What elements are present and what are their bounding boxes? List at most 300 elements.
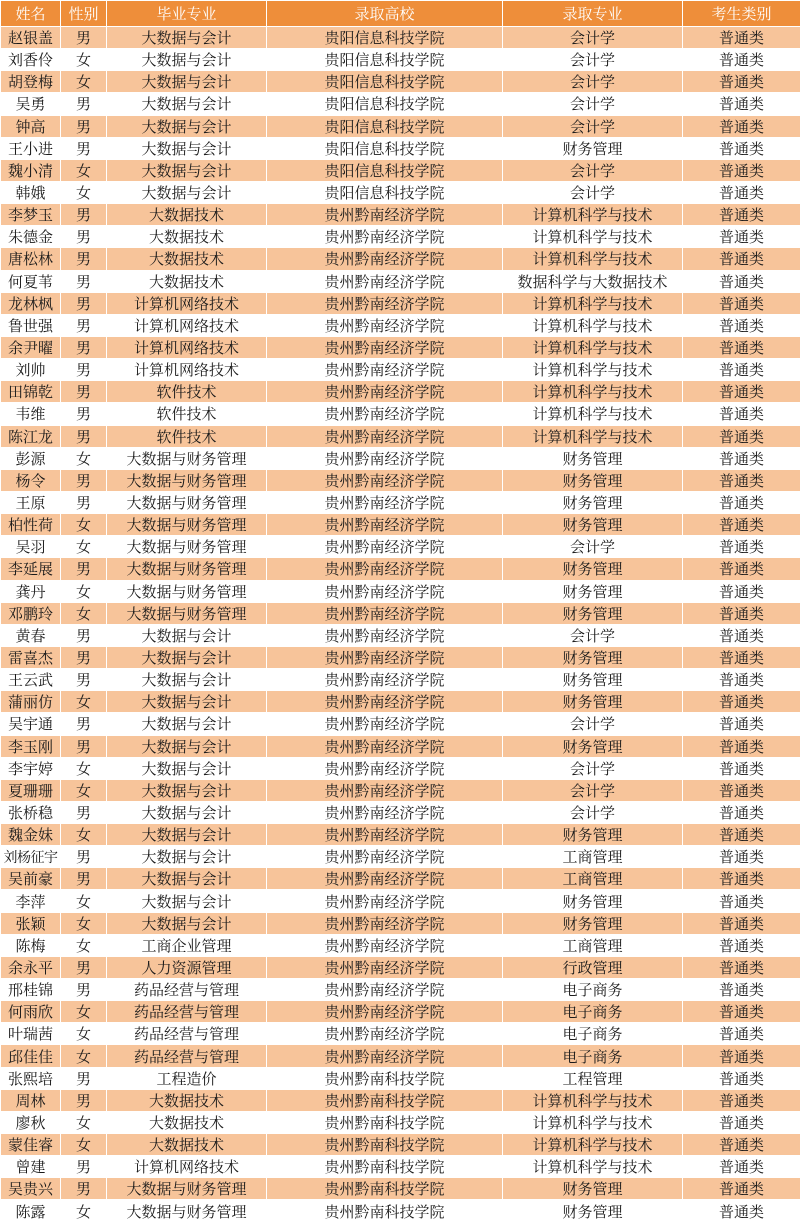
cell-name: 吴贵兴	[1, 1178, 61, 1200]
cell-name: 王云武	[1, 669, 61, 691]
cell-gender: 女	[61, 536, 107, 558]
cell-name: 鲁世强	[1, 314, 61, 336]
cell-graduation-major: 人力资源管理	[107, 956, 267, 978]
cell-name: 李延展	[1, 558, 61, 580]
table-row	[1, 248, 800, 270]
cell-graduation-major: 大数据与会计	[107, 912, 267, 934]
table-row	[1, 669, 800, 691]
cell-admitted-major: 电子商务	[503, 1045, 683, 1067]
cell-admitted-university: 贵州黔南科技学院	[267, 1089, 503, 1111]
cell-graduation-major: 大数据与会计	[107, 779, 267, 801]
cell-gender: 女	[61, 757, 107, 779]
cell-name: 赵银盖	[1, 27, 61, 49]
cell-graduation-major: 大数据技术	[107, 1089, 267, 1111]
cell-gender: 男	[61, 846, 107, 868]
table-row	[1, 491, 800, 513]
cell-admitted-university: 贵州黔南经济学院	[267, 381, 503, 403]
cell-admitted-major: 财务管理	[503, 558, 683, 580]
cell-gender: 男	[61, 491, 107, 513]
cell-name: 刘香伶	[1, 49, 61, 71]
table-row	[1, 979, 800, 1001]
cell-admitted-major: 会计学	[503, 757, 683, 779]
cell-graduation-major: 软件技术	[107, 403, 267, 425]
cell-gender: 男	[61, 270, 107, 292]
cell-candidate-category: 普通类	[683, 71, 800, 93]
cell-candidate-category: 普通类	[683, 314, 800, 336]
cell-name: 李宇婷	[1, 757, 61, 779]
cell-admitted-major: 电子商务	[503, 979, 683, 1001]
cell-candidate-category: 普通类	[683, 359, 800, 381]
cell-admitted-university: 贵州黔南科技学院	[267, 1067, 503, 1089]
cell-candidate-category: 普通类	[683, 691, 800, 713]
cell-admitted-university: 贵州黔南经济学院	[267, 757, 503, 779]
cell-admitted-university: 贵州黔南科技学院	[267, 1134, 503, 1156]
cell-admitted-university: 贵州黔南经济学院	[267, 204, 503, 226]
cell-gender: 男	[61, 204, 107, 226]
cell-gender: 男	[61, 558, 107, 580]
cell-name: 唐松林	[1, 248, 61, 270]
cell-admitted-major: 行政管理	[503, 956, 683, 978]
cell-gender: 女	[61, 890, 107, 912]
cell-gender: 男	[61, 624, 107, 646]
cell-name: 王小进	[1, 137, 61, 159]
cell-admitted-university: 贵州黔南科技学院	[267, 1111, 503, 1133]
cell-admitted-major: 计算机科学与技术	[503, 292, 683, 314]
cell-admitted-major: 计算机科学与技术	[503, 1134, 683, 1156]
table-row	[1, 757, 800, 779]
cell-candidate-category: 普通类	[683, 934, 800, 956]
cell-name: 彭源	[1, 447, 61, 469]
cell-candidate-category: 普通类	[683, 713, 800, 735]
cell-admitted-major: 会计学	[503, 779, 683, 801]
cell-candidate-category: 普通类	[683, 602, 800, 624]
cell-admitted-major: 财务管理	[503, 912, 683, 934]
cell-admitted-major: 计算机科学与技术	[503, 226, 683, 248]
cell-candidate-category: 普通类	[683, 27, 800, 49]
table-row	[1, 469, 800, 491]
cell-graduation-major: 大数据与会计	[107, 181, 267, 203]
cell-admitted-university: 贵阳信息科技学院	[267, 159, 503, 181]
cell-name: 吴前豪	[1, 868, 61, 890]
cell-name: 廖秋	[1, 1111, 61, 1133]
cell-graduation-major: 药品经营与管理	[107, 1045, 267, 1067]
cell-graduation-major: 工程造价	[107, 1067, 267, 1089]
cell-graduation-major: 大数据与会计	[107, 691, 267, 713]
table-row	[1, 1001, 800, 1023]
cell-name: 朱德金	[1, 226, 61, 248]
cell-graduation-major: 大数据与财务管理	[107, 514, 267, 536]
cell-admitted-university: 贵州黔南经济学院	[267, 956, 503, 978]
cell-admitted-university: 贵州黔南经济学院	[267, 270, 503, 292]
table-row	[1, 93, 800, 115]
cell-gender: 女	[61, 824, 107, 846]
cell-admitted-university: 贵州黔南经济学院	[267, 292, 503, 314]
table-row	[1, 71, 800, 93]
cell-admitted-university: 贵州黔南经济学院	[267, 691, 503, 713]
cell-gender: 女	[61, 602, 107, 624]
cell-admitted-major: 财务管理	[503, 580, 683, 602]
cell-name: 吴宇通	[1, 713, 61, 735]
cell-admitted-university: 贵州黔南经济学院	[267, 514, 503, 536]
cell-admitted-university: 贵州黔南经济学院	[267, 1023, 503, 1045]
cell-gender: 男	[61, 1089, 107, 1111]
cell-graduation-major: 大数据技术	[107, 226, 267, 248]
cell-admitted-university: 贵州黔南经济学院	[267, 447, 503, 469]
table-row	[1, 912, 800, 934]
cell-name: 蒙佳睿	[1, 1134, 61, 1156]
cell-candidate-category: 普通类	[683, 1023, 800, 1045]
cell-admitted-university: 贵州黔南经济学院	[267, 469, 503, 491]
cell-admitted-major: 会计学	[503, 93, 683, 115]
cell-graduation-major: 大数据与财务管理	[107, 558, 267, 580]
cell-graduation-major: 计算机网络技术	[107, 292, 267, 314]
cell-admitted-university: 贵州黔南经济学院	[267, 646, 503, 668]
cell-name: 魏小清	[1, 159, 61, 181]
cell-graduation-major: 大数据与会计	[107, 137, 267, 159]
cell-name: 刘杨征宇	[1, 846, 61, 868]
table-row	[1, 181, 800, 203]
cell-admitted-university: 贵州黔南经济学院	[267, 491, 503, 513]
cell-admitted-major: 工商管理	[503, 868, 683, 890]
table-body	[1, 27, 800, 1223]
cell-candidate-category: 普通类	[683, 1045, 800, 1067]
cell-gender: 女	[61, 181, 107, 203]
cell-graduation-major: 大数据与会计	[107, 846, 267, 868]
cell-gender: 男	[61, 713, 107, 735]
cell-name: 韩娥	[1, 181, 61, 203]
cell-name: 陈梅	[1, 934, 61, 956]
cell-admitted-major: 会计学	[503, 71, 683, 93]
table-row	[1, 536, 800, 558]
cell-admitted-major: 工程管理	[503, 1067, 683, 1089]
cell-graduation-major: 大数据与会计	[107, 735, 267, 757]
table-row	[1, 956, 800, 978]
cell-candidate-category: 普通类	[683, 956, 800, 978]
cell-graduation-major: 大数据与会计	[107, 71, 267, 93]
cell-admitted-university: 贵州黔南经济学院	[267, 403, 503, 425]
cell-admitted-university: 贵州黔南科技学院	[267, 1178, 503, 1200]
cell-graduation-major: 大数据与会计	[107, 646, 267, 668]
cell-candidate-category: 普通类	[683, 1001, 800, 1023]
header-gender: 性别	[61, 1, 107, 27]
cell-graduation-major: 大数据与会计	[107, 868, 267, 890]
cell-graduation-major: 大数据与会计	[107, 757, 267, 779]
cell-candidate-category: 普通类	[683, 181, 800, 203]
cell-admitted-major: 财务管理	[503, 514, 683, 536]
cell-graduation-major: 大数据与会计	[107, 27, 267, 49]
cell-candidate-category: 普通类	[683, 1156, 800, 1178]
cell-graduation-major: 大数据与财务管理	[107, 491, 267, 513]
cell-admitted-major: 计算机科学与技术	[503, 425, 683, 447]
cell-admitted-university: 贵阳信息科技学院	[267, 137, 503, 159]
cell-admitted-major: 财务管理	[503, 824, 683, 846]
cell-candidate-category: 普通类	[683, 1089, 800, 1111]
cell-admitted-major: 计算机科学与技术	[503, 381, 683, 403]
cell-gender: 男	[61, 469, 107, 491]
cell-graduation-major: 大数据与会计	[107, 669, 267, 691]
table-row	[1, 602, 800, 624]
cell-name: 龚丹	[1, 580, 61, 602]
cell-name: 魏金妹	[1, 824, 61, 846]
cell-name: 何雨欣	[1, 1001, 61, 1023]
cell-candidate-category: 普通类	[683, 226, 800, 248]
cell-gender: 女	[61, 1134, 107, 1156]
cell-admitted-university: 贵阳信息科技学院	[267, 93, 503, 115]
cell-admitted-major: 计算机科学与技术	[503, 1089, 683, 1111]
cell-candidate-category: 普通类	[683, 403, 800, 425]
cell-candidate-category: 普通类	[683, 49, 800, 71]
cell-candidate-category: 普通类	[683, 514, 800, 536]
cell-admitted-university: 贵州黔南经济学院	[267, 314, 503, 336]
table-row	[1, 890, 800, 912]
table-header	[1, 1, 800, 27]
cell-name: 夏珊珊	[1, 779, 61, 801]
cell-graduation-major: 大数据与财务管理	[107, 1200, 267, 1222]
table-row	[1, 292, 800, 314]
cell-name: 余尹曜	[1, 336, 61, 358]
cell-admitted-university: 贵州黔南经济学院	[267, 979, 503, 1001]
cell-graduation-major: 大数据与财务管理	[107, 1178, 267, 1200]
table-row	[1, 1111, 800, 1133]
cell-admitted-university: 贵州黔南经济学院	[267, 580, 503, 602]
cell-admitted-university: 贵州黔南经济学院	[267, 226, 503, 248]
cell-admitted-major: 计算机科学与技术	[503, 248, 683, 270]
table-row	[1, 27, 800, 49]
cell-candidate-category: 普通类	[683, 779, 800, 801]
cell-admitted-major: 财务管理	[503, 890, 683, 912]
table-row	[1, 1089, 800, 1111]
cell-admitted-major: 会计学	[503, 181, 683, 203]
cell-name: 黄春	[1, 624, 61, 646]
header-graduation-major: 毕业专业	[107, 1, 267, 27]
cell-admitted-university: 贵州黔南经济学院	[267, 359, 503, 381]
cell-graduation-major: 药品经营与管理	[107, 979, 267, 1001]
cell-name: 李玉刚	[1, 735, 61, 757]
cell-graduation-major: 大数据与会计	[107, 159, 267, 181]
cell-gender: 男	[61, 381, 107, 403]
table-row	[1, 735, 800, 757]
cell-admitted-university: 贵州黔南经济学院	[267, 824, 503, 846]
cell-gender: 男	[61, 27, 107, 49]
cell-admitted-university: 贵阳信息科技学院	[267, 71, 503, 93]
header-admitted-major: 录取专业	[503, 1, 683, 27]
cell-name: 邓鹏玲	[1, 602, 61, 624]
cell-admitted-university: 贵州黔南经济学院	[267, 624, 503, 646]
table-row	[1, 336, 800, 358]
cell-candidate-category: 普通类	[683, 801, 800, 823]
cell-admitted-major: 工商管理	[503, 846, 683, 868]
cell-candidate-category: 普通类	[683, 979, 800, 1001]
cell-admitted-major: 会计学	[503, 159, 683, 181]
cell-name: 邱佳佳	[1, 1045, 61, 1067]
cell-gender: 女	[61, 1200, 107, 1222]
cell-candidate-category: 普通类	[683, 558, 800, 580]
cell-gender: 男	[61, 868, 107, 890]
cell-candidate-category: 普通类	[683, 1111, 800, 1133]
cell-candidate-category: 普通类	[683, 735, 800, 757]
cell-graduation-major: 大数据与财务管理	[107, 469, 267, 491]
cell-graduation-major: 大数据与会计	[107, 890, 267, 912]
cell-graduation-major: 大数据与财务管理	[107, 536, 267, 558]
cell-gender: 男	[61, 1067, 107, 1089]
table-row	[1, 1045, 800, 1067]
table-row	[1, 115, 800, 137]
cell-admitted-major: 数据科学与大数据技术	[503, 270, 683, 292]
cell-admitted-major: 财务管理	[503, 735, 683, 757]
cell-gender: 男	[61, 93, 107, 115]
cell-gender: 女	[61, 580, 107, 602]
cell-admitted-university: 贵阳信息科技学院	[267, 49, 503, 71]
table-row	[1, 934, 800, 956]
cell-gender: 女	[61, 1023, 107, 1045]
cell-name: 刘帅	[1, 359, 61, 381]
cell-graduation-major: 工商企业管理	[107, 934, 267, 956]
cell-name: 余永平	[1, 956, 61, 978]
cell-gender: 男	[61, 403, 107, 425]
cell-gender: 男	[61, 646, 107, 668]
cell-name: 邢桂锦	[1, 979, 61, 1001]
cell-admitted-university: 贵州黔南科技学院	[267, 1156, 503, 1178]
cell-graduation-major: 大数据与会计	[107, 801, 267, 823]
cell-candidate-category: 普通类	[683, 824, 800, 846]
cell-admitted-university: 贵州黔南经济学院	[267, 890, 503, 912]
cell-name: 杨令	[1, 469, 61, 491]
cell-name: 李梦玉	[1, 204, 61, 226]
cell-candidate-category: 普通类	[683, 469, 800, 491]
cell-name: 钟高	[1, 115, 61, 137]
table-row	[1, 624, 800, 646]
cell-admitted-university: 贵州黔南经济学院	[267, 713, 503, 735]
table-row	[1, 779, 800, 801]
table-row	[1, 1134, 800, 1156]
cell-admitted-university: 贵州黔南经济学院	[267, 602, 503, 624]
cell-graduation-major: 大数据与会计	[107, 49, 267, 71]
cell-name: 叶瑞茜	[1, 1023, 61, 1045]
cell-admitted-major: 财务管理	[503, 137, 683, 159]
cell-admitted-university: 贵州黔南经济学院	[267, 1001, 503, 1023]
cell-gender: 男	[61, 425, 107, 447]
cell-gender: 女	[61, 447, 107, 469]
cell-admitted-major: 财务管理	[503, 1200, 683, 1222]
cell-gender: 男	[61, 735, 107, 757]
header-name: 姓名	[1, 1, 61, 27]
cell-candidate-category: 普通类	[683, 159, 800, 181]
cell-gender: 男	[61, 1178, 107, 1200]
table-row	[1, 314, 800, 336]
cell-admitted-university: 贵州黔南经济学院	[267, 1045, 503, 1067]
cell-candidate-category: 普通类	[683, 890, 800, 912]
cell-gender: 男	[61, 359, 107, 381]
table-row	[1, 514, 800, 536]
cell-gender: 女	[61, 49, 107, 71]
cell-graduation-major: 计算机网络技术	[107, 314, 267, 336]
table-row	[1, 801, 800, 823]
cell-admitted-major: 财务管理	[503, 491, 683, 513]
cell-gender: 女	[61, 1111, 107, 1133]
table-row	[1, 270, 800, 292]
cell-candidate-category: 普通类	[683, 536, 800, 558]
cell-name: 曾建	[1, 1156, 61, 1178]
cell-gender: 男	[61, 115, 107, 137]
cell-candidate-category: 普通类	[683, 93, 800, 115]
cell-admitted-major: 会计学	[503, 801, 683, 823]
cell-admitted-major: 电子商务	[503, 1023, 683, 1045]
cell-name: 陈露	[1, 1200, 61, 1222]
cell-admitted-major: 会计学	[503, 27, 683, 49]
cell-candidate-category: 普通类	[683, 912, 800, 934]
cell-gender: 男	[61, 979, 107, 1001]
table-row	[1, 1178, 800, 1200]
cell-candidate-category: 普通类	[683, 580, 800, 602]
cell-graduation-major: 大数据与会计	[107, 115, 267, 137]
table-row	[1, 846, 800, 868]
header-row	[1, 1, 800, 27]
cell-gender: 男	[61, 336, 107, 358]
cell-admitted-major: 计算机科学与技术	[503, 336, 683, 358]
table-row	[1, 868, 800, 890]
cell-gender: 男	[61, 226, 107, 248]
cell-graduation-major: 大数据与会计	[107, 624, 267, 646]
cell-admitted-university: 贵阳信息科技学院	[267, 115, 503, 137]
cell-gender: 女	[61, 1045, 107, 1067]
cell-graduation-major: 大数据与财务管理	[107, 580, 267, 602]
cell-gender: 男	[61, 1156, 107, 1178]
cell-graduation-major: 软件技术	[107, 381, 267, 403]
cell-candidate-category: 普通类	[683, 425, 800, 447]
cell-admitted-university: 贵州黔南经济学院	[267, 801, 503, 823]
cell-candidate-category: 普通类	[683, 846, 800, 868]
cell-gender: 男	[61, 248, 107, 270]
table-row	[1, 381, 800, 403]
cell-name: 韦维	[1, 403, 61, 425]
cell-candidate-category: 普通类	[683, 270, 800, 292]
cell-gender: 男	[61, 801, 107, 823]
table-row	[1, 49, 800, 71]
cell-admitted-major: 电子商务	[503, 1001, 683, 1023]
cell-admitted-major: 财务管理	[503, 469, 683, 491]
cell-candidate-category: 普通类	[683, 137, 800, 159]
cell-name: 陈江龙	[1, 425, 61, 447]
table-row	[1, 558, 800, 580]
cell-name: 龙林枫	[1, 292, 61, 314]
table-row	[1, 713, 800, 735]
cell-graduation-major: 大数据与会计	[107, 713, 267, 735]
cell-name: 李萍	[1, 890, 61, 912]
cell-gender: 女	[61, 779, 107, 801]
table-row	[1, 403, 800, 425]
cell-admitted-major: 财务管理	[503, 646, 683, 668]
cell-gender: 男	[61, 292, 107, 314]
cell-admitted-major: 财务管理	[503, 691, 683, 713]
cell-graduation-major: 大数据技术	[107, 1134, 267, 1156]
cell-candidate-category: 普通类	[683, 292, 800, 314]
cell-admitted-university: 贵州黔南经济学院	[267, 536, 503, 558]
cell-graduation-major: 大数据与财务管理	[107, 602, 267, 624]
cell-graduation-major: 计算机网络技术	[107, 336, 267, 358]
cell-name: 王原	[1, 491, 61, 513]
cell-admitted-university: 贵州黔南经济学院	[267, 669, 503, 691]
cell-gender: 女	[61, 691, 107, 713]
cell-gender: 女	[61, 514, 107, 536]
cell-admitted-university: 贵州黔南经济学院	[267, 868, 503, 890]
cell-admitted-major: 财务管理	[503, 669, 683, 691]
cell-admitted-university: 贵州黔南经济学院	[267, 425, 503, 447]
cell-admitted-major: 会计学	[503, 624, 683, 646]
cell-admitted-major: 计算机科学与技术	[503, 403, 683, 425]
cell-admitted-university: 贵州黔南经济学院	[267, 336, 503, 358]
cell-admitted-major: 计算机科学与技术	[503, 1156, 683, 1178]
cell-admitted-major: 财务管理	[503, 447, 683, 469]
